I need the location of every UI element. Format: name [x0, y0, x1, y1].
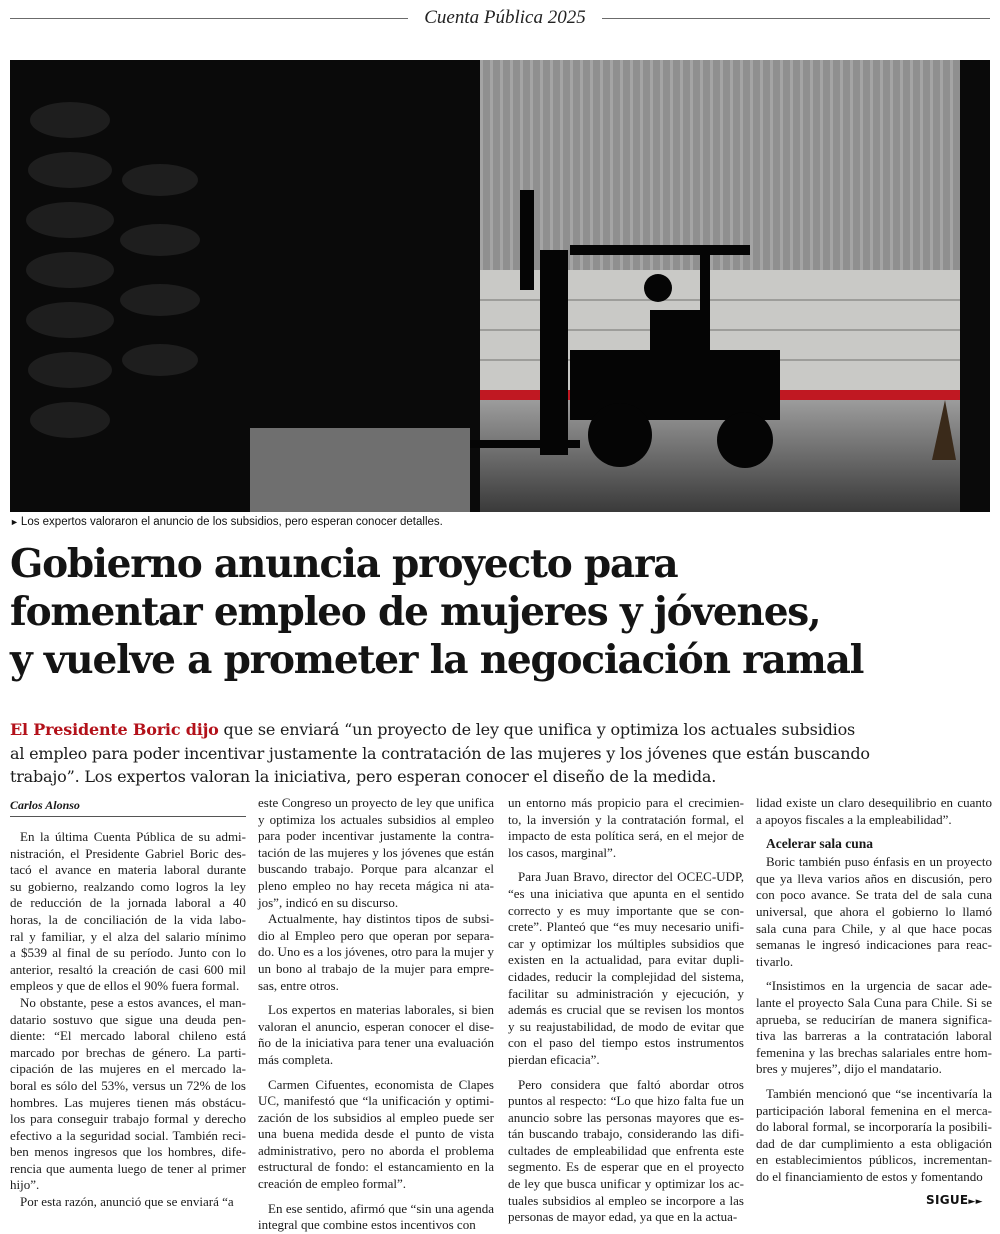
text-line: “Insistimos en la urgencia de sacar ade- [766, 978, 992, 994]
text-line: correcto y es muy importante que se con- [508, 902, 744, 918]
text-line: bres y mujeres”, dijo el mandatario. [756, 1061, 942, 1077]
text-line: crete”. Planteó que “es muy necesario unifi- [508, 919, 744, 935]
lead-text: que se enviará “un proyecto de ley que unifica y optimiza los actuales subsidios [218, 720, 856, 739]
text-line: diente: “El mercado laboral chileno está [10, 1028, 246, 1044]
text-line: tivarlo. [756, 953, 794, 969]
headline-line: fomentar empleo de mujeres y jóvenes, [10, 589, 821, 635]
continue-label: SIGUE [926, 1193, 969, 1207]
text-line: to, la inversión y la contratación formal, el [508, 811, 744, 827]
text-line: lidad existe un claro desequilibrio en cuanto [756, 795, 992, 810]
forklift-warehouse-photo [10, 60, 990, 512]
text-line: “es una iniciativa que apunta en el sentido [508, 885, 744, 901]
text-line: do. Uno es a los jóvenes, otro para la mujer y [258, 944, 494, 960]
text-line: ral y familiar, y el alza del salario mínimo [10, 928, 246, 944]
text-line: en establecimientos públicos, incrementan- [756, 1152, 992, 1168]
double-arrow-icon: ►► [968, 1197, 983, 1207]
text-line: sala cuna para Chile, y al que hace pocas [756, 920, 992, 936]
text-line: do el financiamiento de estos y fomentando [756, 1168, 983, 1184]
text-line: pleno empleo no hay receta mágica ni ata- [258, 877, 494, 893]
lead-line [10, 718, 990, 742]
text-line: horas, la de conciliación de la vida labo- [10, 911, 246, 927]
text-line: tán buscando trabajo, considerando las difi- [508, 1126, 744, 1142]
text-line: hombres. Las mujeres tienen más obstácu- [10, 1094, 246, 1110]
text-line: aprueba, se reducirían de manera significa- [756, 1011, 992, 1027]
lead-highlight: El Presidente Boric dijo [10, 720, 219, 739]
text-line: personas de mayor edad, ya que en la actua- [508, 1209, 738, 1225]
text-line: empleos y que de ellos el 90% fuera formal. [10, 978, 240, 994]
column-4-body-b [756, 854, 992, 1185]
text-line: Por esta razón, anunció que se enviará “a [20, 1194, 234, 1210]
text-line: puntos al respecto: “Lo que hizo falta fue un [508, 1093, 744, 1109]
continue-marker [926, 1193, 983, 1207]
text-line: En ese sentido, afirmó que “sin una agenda [268, 1200, 494, 1216]
header-rule-right [602, 18, 990, 19]
text-line: lante el proyecto Sala Cuna para Chile. Si se [756, 994, 992, 1010]
lead-line: al empleo para poder incentivar justamente la contratación de las mujeres y los jóvenes que están buscando [10, 743, 870, 763]
headline-line: Gobierno anuncia proyecto para [10, 541, 678, 587]
text-line: participación laboral femenina en el merca- [756, 1102, 992, 1118]
text-line: cidades, reducir la complejidad del sistema, [508, 968, 744, 984]
text-line: impacto de esta política será, en el mejor de [508, 828, 744, 844]
text-line: Actualmente, hay distintos tipos de subsi- [268, 911, 494, 927]
text-line: valoran el anuncio, esperan conocer el dise- [258, 1018, 494, 1034]
text-line: Para Juan Bravo, director del OCEC-UDP, [518, 869, 744, 885]
text-line: sas, entre otros. [258, 977, 339, 993]
caption-arrow-icon: ► [10, 517, 19, 527]
subheading: Acelerar sala cuna [766, 836, 873, 852]
text-line: do laboral formal, se incorporaría la posibili- [756, 1119, 992, 1135]
text-line: estructural de fondo: el estancamiento en la [258, 1159, 494, 1175]
text-line: tación de las mujeres y los jóvenes que están [258, 844, 494, 860]
text-line: administrativo, pero no aborda el problema [258, 1142, 494, 1158]
text-line: Carmen Cifuentes, economista de Clapes [268, 1076, 494, 1092]
text-line: segmento. Es de esperar que en el proyecto [508, 1159, 744, 1175]
byline: Carlos Alonso [10, 795, 246, 817]
header-rule-left [10, 18, 408, 19]
text-line: hijo”. [10, 1177, 40, 1193]
text-line: efectivo a la seguridad social. También reci- [10, 1127, 246, 1143]
text-line: nistración, el Presidente Gabriel Boric des- [10, 845, 246, 861]
column-1-body [10, 829, 246, 1211]
article-column-3 [508, 795, 744, 1226]
text-line: car y optimizar los múltiples subsidios que [508, 935, 744, 951]
text-line: También mencionó que “se incentivaría la [766, 1085, 992, 1101]
text-line: rencia que aumenta luego de tener al primer [10, 1160, 246, 1176]
text-line: de ley que busca unificar y optimizar los ac- [508, 1176, 744, 1192]
text-line: además es crucial que se revisen los montos [508, 1002, 744, 1018]
text-line: cultades de empleabilidad que enfrenta este [508, 1142, 744, 1158]
text-line: semanas le ingresó indicaciones para reac- [756, 937, 992, 953]
text-line: a apoyos fiscales a la empleabilidad”. [756, 811, 952, 827]
text-line: y optimiza los actuales subsidios al empleo [258, 811, 494, 827]
text-line: los casos, marginal”. [508, 844, 617, 860]
text-line: anuncio sobre las personas mayores que es- [508, 1109, 744, 1125]
section-header [10, 6, 990, 30]
text-line: buscando trabajo. Porque para alcanzar el [258, 861, 494, 877]
text-line: zación de los subsidios al empleo puede ser [258, 1109, 494, 1125]
column-3-body [508, 795, 744, 1226]
text-line: a $539 al final de su período. Junto con lo [10, 945, 246, 961]
caption-text: Los expertos valoraron el anuncio de los subsidios, pero esperan conocer detalles. [20, 516, 443, 528]
text-line: un bono al trabajo de la mujer para empre- [258, 960, 494, 976]
text-line: Los expertos en materias laborales, si bien [268, 1002, 494, 1018]
text-line: dad de dar cumplimiento a esta obligación [756, 1135, 992, 1151]
text-line: que ya lleva varios años en discusión, pero [756, 870, 992, 886]
text-line: No obstante, pese a estos avances, el man- [20, 994, 246, 1010]
text-line: creación de empleo formal”. [258, 1176, 406, 1192]
text-line: y su reajustabilidad, de modo de evitar que [508, 1018, 744, 1034]
text-line: tacó el avance en materia laboral durante [10, 862, 246, 878]
lead-paragraph [10, 718, 990, 789]
article-column-1 [10, 795, 246, 1211]
section-title: Cuenta Pública 2025 [424, 7, 586, 28]
text-line: un entorno más propicio para el crecimien- [508, 795, 744, 810]
text-line: tuales subsidios al empleo se incorpore a las [508, 1192, 744, 1208]
text-line: tiva las barreras a la contratación laboral [756, 1028, 992, 1044]
text-line: universal, que ahora el gobierno lo llamó [756, 903, 992, 919]
text-line: femenina y las brechas salariales entre hom- [756, 1044, 992, 1060]
text-line: jos”, indicó en su discurso. [258, 894, 399, 910]
text-line: con el paso del tiempo estos instrumentos [508, 1035, 744, 1051]
lead-line: trabajo”. Los expertos valoran la iniciativa, pero esperan conocer el diseño de la medida. [10, 767, 717, 786]
article-column-2 [258, 795, 494, 1234]
text-line: de reducción de la jornada laboral a 40 [10, 895, 246, 911]
text-line: existen en la actualidad, para evitar dupli- [508, 952, 744, 968]
column-2-body [258, 795, 494, 1234]
column-4-body-a [756, 795, 992, 828]
text-line: datario sostuvo que sigue una deuda pen- [10, 1011, 246, 1027]
text-line: más completa. [258, 1051, 334, 1067]
text-line: dio al Empleo pero que operan por separa- [258, 927, 494, 943]
text-line: cipación de las mujeres en el mercado la- [10, 1061, 246, 1077]
text-line: boral es sólo del 53%, versus un 72% de los [10, 1077, 246, 1093]
text-line: facilitar su administración y ejecución, y [508, 985, 744, 1001]
text-line: con poco avance. Se trata del de sala cuna [756, 887, 992, 903]
text-line: ño de la iniciativa para tener una evaluación [258, 1035, 494, 1051]
text-line: su gobierno, realzando como logros la ley [10, 878, 246, 894]
headline-line: y vuelve a prometer la negociación ramal [10, 637, 864, 683]
text-line: Boric también puso énfasis en un proyecto [766, 854, 992, 870]
text-line: anterior, resaltó la creación de casi 600 mil [10, 961, 246, 977]
text-line: los para conseguir trabajo formal y derecho [10, 1111, 246, 1127]
article-column-4 [756, 795, 992, 1185]
text-line: integral que combine estos incentivos con [258, 1217, 476, 1233]
text-line: para poder incentivar justamente la contra- [258, 828, 494, 844]
text-line: Pero considera que faltó abordar otros [518, 1076, 744, 1092]
text-line: En la última Cuenta Pública de su admi- [20, 829, 246, 844]
text-line: marcado por brechas de género. La parti- [10, 1044, 246, 1060]
text-line: pierdan eficacia”. [508, 1051, 600, 1067]
text-line: ben menos ingresos que los hombres, dife- [10, 1144, 246, 1160]
text-line: UC, manifestó que “la unificación y optimi- [258, 1093, 494, 1109]
text-line: este Congreso un proyecto de ley que unifica [258, 795, 494, 810]
text-line: una buena medida desde el punto de vista [258, 1126, 494, 1142]
photo-caption [10, 516, 443, 528]
headline [10, 540, 990, 684]
